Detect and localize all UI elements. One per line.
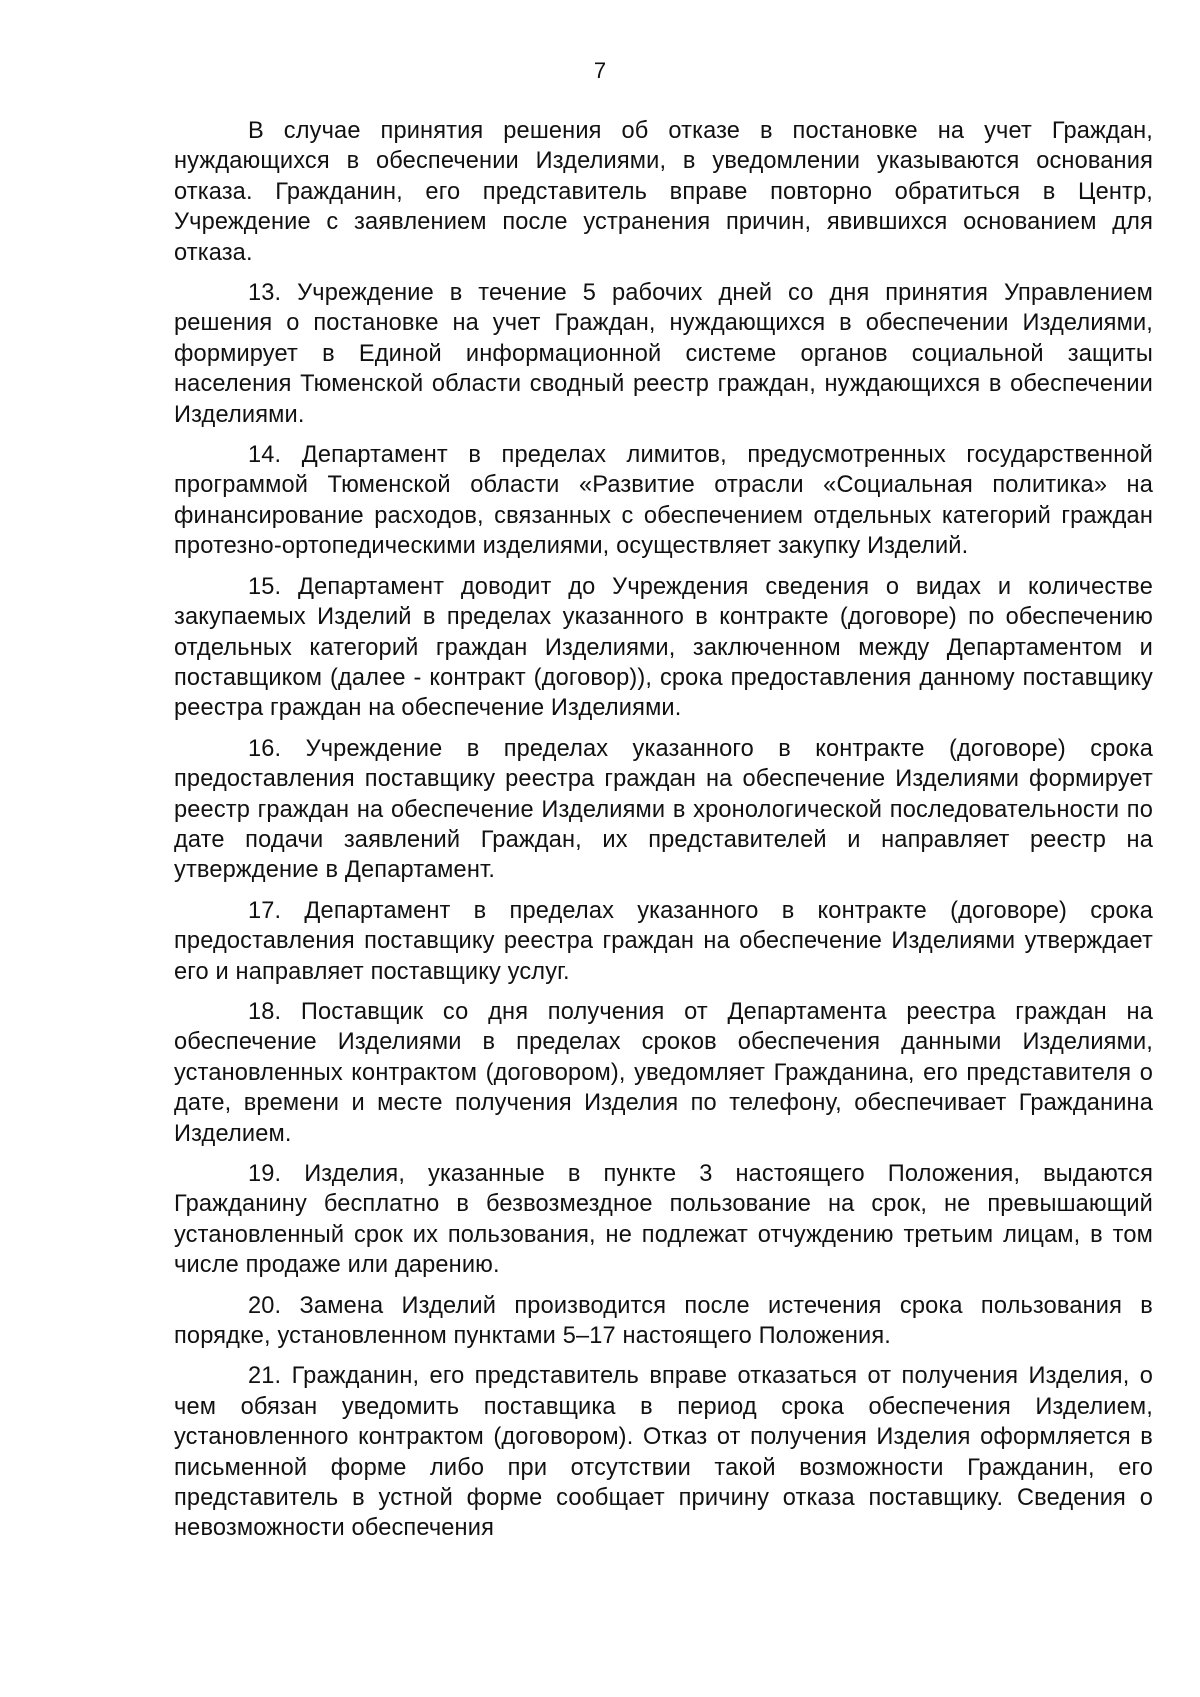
paragraph-16: 16. Учреждение в пределах указанного в контракте (договоре) срока предоставления поставщику реестра граждан на обеспечение Изделиями формирует реестр граждан на обеспечение Изделиями в хронологической последовательности по дате подачи заявлений Граждан, их представителей и направляет реестр на утверждение в Департамент.: [174, 735, 1153, 884]
paragraph-17: 17. Департамент в пределах указанного в контракте (договоре) срока предоставления поставщику реестра граждан на обеспечение Изделиями утверждает его и направляет поставщику услуг.: [174, 897, 1153, 985]
paragraph-19: 19. Изделия, указанные в пункте 3 настоящего Положения, выдаются Гражданину бесплатно в безвозмездное пользование на срок, не превышающий установленный срок их пользования, не подлежат отчуждению третьим лицам, в том числе продаже или дарению.: [174, 1161, 1153, 1279]
paragraph-refusal-notice: В случае принятия решения об отказе в постановке на учет Граждан, нуждающихся в обеспечении Изделиями, в уведомлении указываются основания отказа. Гражданин, его представитель вправе повторно обратиться в Центр, Учреждение с заявлением после устранения причин, явившихся основанием для отказа.: [174, 118, 1153, 266]
paragraph-14: 14. Департамент в пределах лимитов, предусмотренных государственной программой Тюменской области «Развитие отрасли «Социальная политика» на финансирование расходов, связанных с обеспечением отдельных категорий граждан протезно-ортопедическими изделиями, осуществляет закупку Изделий.: [174, 442, 1153, 560]
paragraph-13: 13. Учреждение в течение 5 рабочих дней со дня принятия Управлением решения о постановке на учет Граждан, нуждающихся в обеспечении Изделиями, формирует в Единой информационной системе органов социальной защиты населения Тюменской области сводный реестр граждан, нуждающихся в обеспечении Изделиями.: [174, 280, 1153, 428]
paragraph-15: 15. Департамент доводит до Учреждения сведения о видах и количестве закупаемых Изделий в пределах указанного в контракте (договоре) по обеспечению отдельных категорий граждан Изделиями, заключенном между Департаментом и поставщиком (далее - контракт (договор)), срока предоставления данному поставщику реестра граждан на обеспечение Изделиями.: [174, 573, 1153, 722]
page-number: 7: [593, 58, 607, 83]
document-body: [174, 116, 1153, 1554]
paragraph-21: 21. Гражданин, его представитель вправе отказаться от получения Изделия, о чем обязан уведомить поставщика в период срока обеспечения Изделием, установленного контрактом (договором). Отказ от получения Изделия оформляется в письменной форме либо при отсутствии такой возможности Гражданин, его представитель в устной форме сообщает причину отказа поставщику. Сведения о невозможности обеспечения: [174, 1363, 1153, 1542]
paragraph-18: 18. Поставщик со дня получения от Департамента реестра граждан на обеспечение Изделиями в пределах сроков обеспечения данными Изделиями, установленных контрактом (договором), уведомляет Гражданина, его представителя о дате, времени и месте получения Изделия по телефону, обеспечивает Гражданина Изделием.: [174, 998, 1153, 1147]
paragraph-20: 20. Замена Изделий производится после истечения срока пользования в порядке, установленном пунктами 5–17 настоящего Положения.: [174, 1292, 1153, 1350]
